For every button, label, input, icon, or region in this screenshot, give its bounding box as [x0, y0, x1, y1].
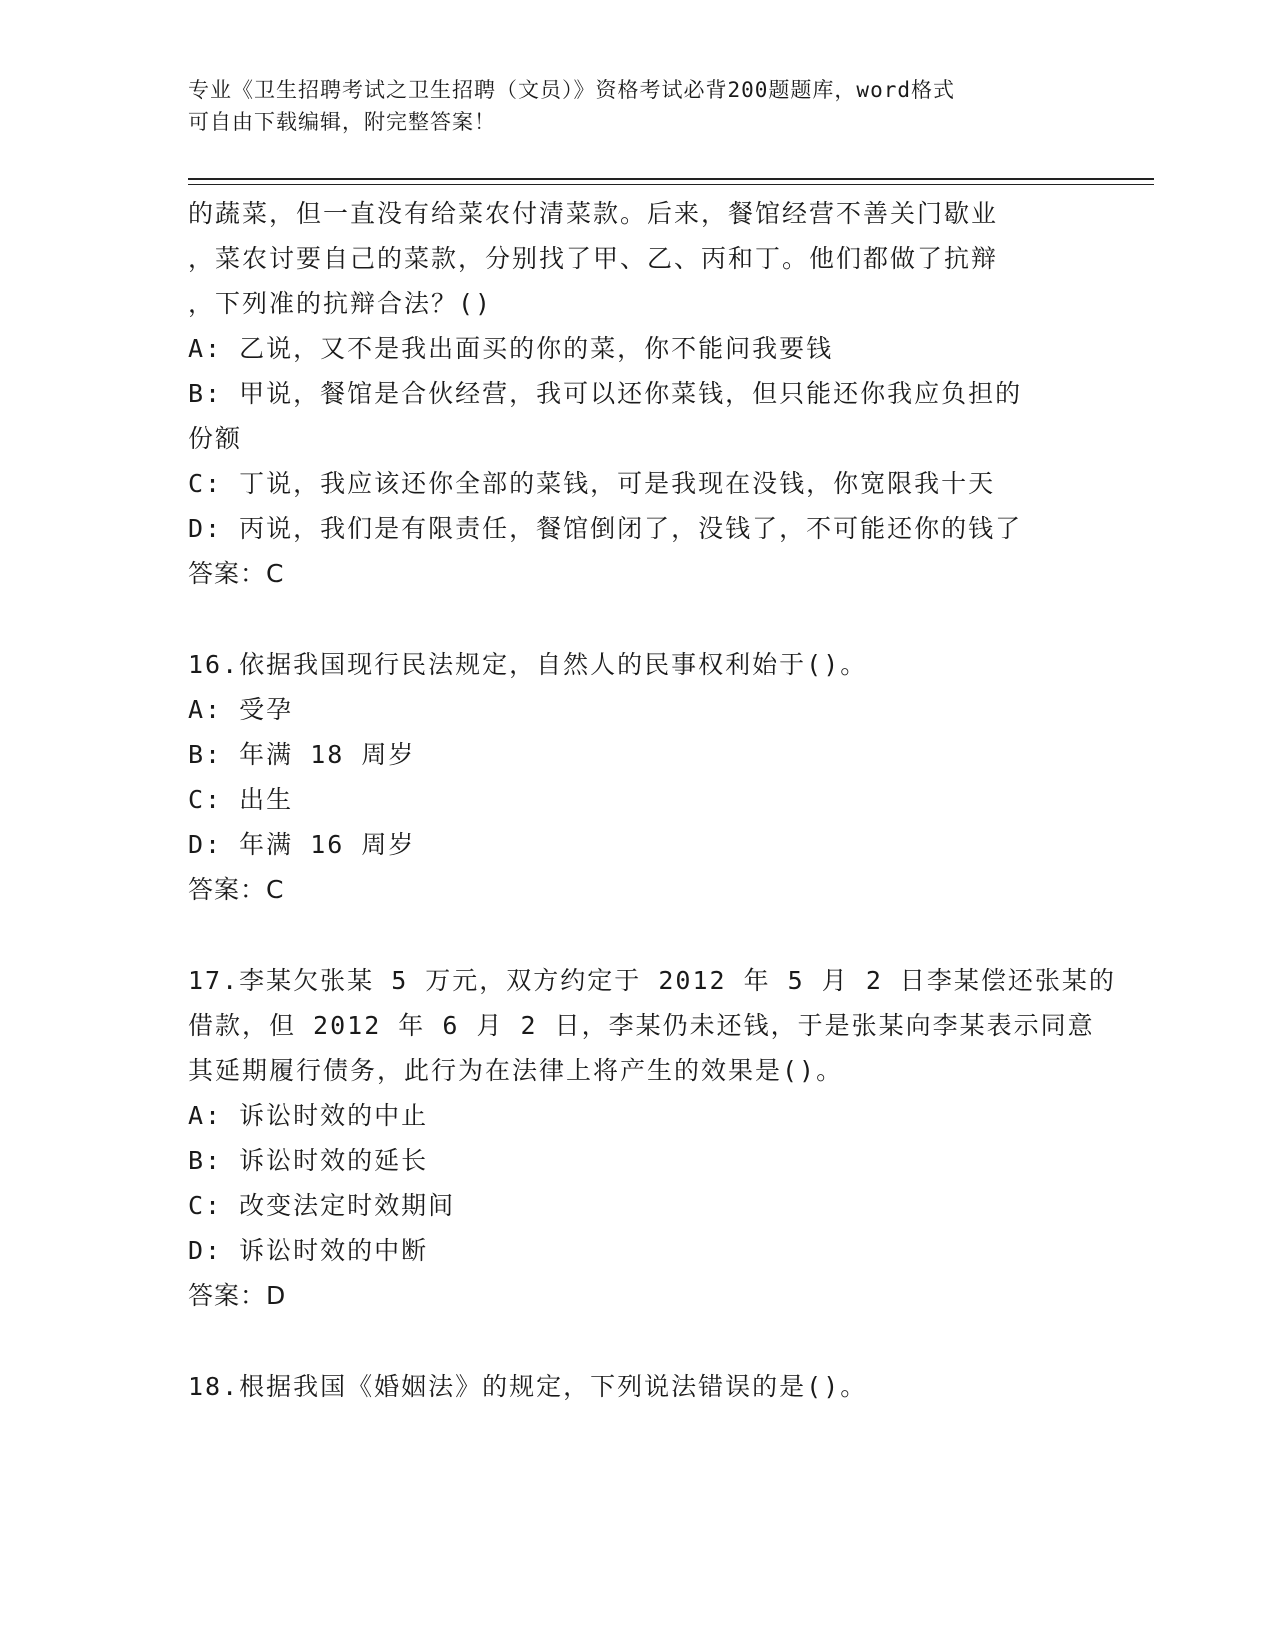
spacer [188, 596, 1088, 642]
question-15-line-1: 的蔬菜，但一直没有给菜农付清菜款。后来，餐馆经营不善关门歇业 [188, 199, 999, 228]
question-17-line-3: 其延期履行债务，此行为在法律上将产生的效果是()。 [188, 1056, 844, 1085]
question-16-option-a: A: 受孕 [188, 695, 294, 724]
question-17-line-2: 借款，但 2012 年 6 月 2 日，李某仍未还钱，于是张某向李某表示同意 [188, 1011, 1095, 1040]
spacer [188, 912, 1088, 958]
question-16-option-d: D: 年满 16 周岁 [188, 830, 416, 859]
header-line-2: 可自由下载编辑，附完整答案！ [188, 110, 496, 134]
document-header [188, 74, 1088, 138]
document-body [188, 191, 1116, 1409]
question-15-option-c: C: 丁说，我应该还你全部的菜钱，可是我现在没钱，你宽限我十天 [188, 469, 996, 498]
header-divider-thick [188, 178, 1154, 180]
question-16 [188, 642, 1088, 912]
question-16-answer: 答案：C [188, 875, 285, 904]
question-15-line-2: ，菜农讨要自己的菜款，分别找了甲、乙、丙和丁。他们都做了抗辩 [188, 244, 999, 273]
question-16-option-c: C: 出生 [188, 785, 294, 814]
header-divider-thin [188, 184, 1154, 185]
spacer [188, 1318, 1088, 1364]
question-17-answer: 答案：D [188, 1281, 287, 1310]
question-15-option-d: D: 丙说，我们是有限责任，餐馆倒闭了，没钱了，不可能还你的钱了 [188, 514, 1023, 543]
header-line-1: 专业《卫生招聘考试之卫生招聘（文员）》资格考试必背200题题库，word格式 [188, 78, 955, 102]
question-17-option-b: B: 诉讼时效的延长 [188, 1146, 429, 1175]
question-16-option-b: B: 年满 18 周岁 [188, 740, 416, 769]
question-15 [188, 191, 1088, 596]
question-15-option-b: B: 甲说，餐馆是合伙经营，我可以还你菜钱，但只能还你我应负担的 [188, 379, 1023, 408]
question-17 [188, 958, 1116, 1318]
question-17-option-a: A: 诉讼时效的中止 [188, 1101, 429, 1130]
question-18 [188, 1364, 1088, 1409]
question-15-answer: 答案：C [188, 559, 285, 588]
question-17-option-c: C: 改变法定时效期间 [188, 1191, 456, 1220]
question-15-option-b-cont: 份额 [188, 424, 243, 453]
question-17-option-d: D: 诉讼时效的中断 [188, 1236, 429, 1265]
question-15-option-a: A: 乙说，又不是我出面买的你的菜，你不能问我要钱 [188, 334, 834, 363]
question-18-text: 18.根据我国《婚姻法》的规定，下列说法错误的是()。 [188, 1372, 868, 1401]
question-16-text: 16.依据我国现行民法规定，自然人的民事权利始于()。 [188, 650, 868, 679]
question-15-line-3: ，下列准的抗辩合法？() [188, 289, 493, 318]
question-17-line-1: 17.李某欠张某 5 万元，双方约定于 2012 年 5 月 2 日李某偿还张某的 [188, 966, 1116, 995]
